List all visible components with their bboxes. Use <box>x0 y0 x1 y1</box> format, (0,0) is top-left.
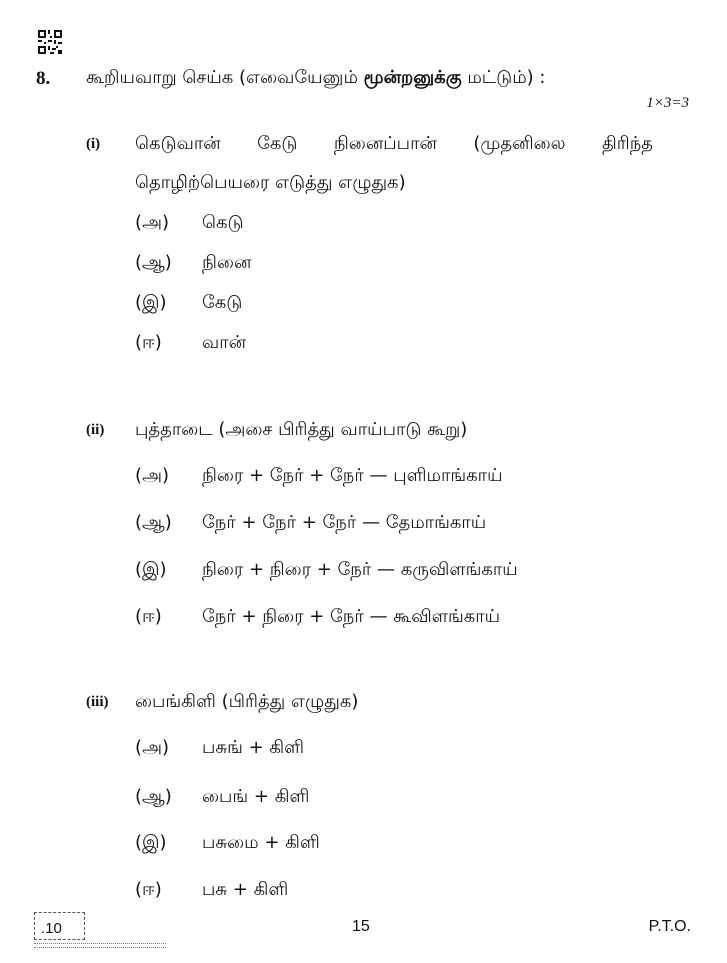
option-text: வான் <box>202 332 247 353</box>
option-label: (ஈ) <box>135 332 162 353</box>
subquestion-stem: கெடுவான் கேடு நினைப்பான் (முதனிலை திரிந்த <box>135 133 653 154</box>
option-label: (ஆ) <box>135 252 172 273</box>
instruction-text-end: மட்டும்) : <box>461 67 546 88</box>
option-text: நிரை + நிரை + நேர் — கருவிளங்காய் <box>202 559 518 580</box>
option-text: பசுங் + கிளி <box>202 737 305 758</box>
option-text: பசுமை + கிளி <box>202 832 320 853</box>
subquestion-stem: பைங்கிளி (பிரித்து எழுதுக) <box>135 691 359 712</box>
paper-code: .10 <box>41 920 62 937</box>
subquestion-label: (iii) <box>86 694 109 710</box>
option-label: (இ) <box>135 292 167 313</box>
option-label: (அ) <box>135 737 170 758</box>
qr-code-icon <box>38 30 62 54</box>
subquestion-stem: புத்தாடை (அசை பிரித்து வாய்பாடு கூறு) <box>135 419 468 440</box>
option-label: (அ) <box>135 212 170 233</box>
option-text: கெடு <box>202 212 244 233</box>
option-text: நேர் + நிரை + நேர் — கூவிளங்காய் <box>202 606 501 627</box>
instruction-text: கூறியவாறு செய்க (எவையேனும் <box>86 67 364 88</box>
paper-code-box <box>34 912 85 940</box>
option-label: (ஈ) <box>135 606 162 627</box>
option-label: (அ) <box>135 465 170 486</box>
option-label: (ஆ) <box>135 512 172 533</box>
question-number: 8. <box>36 68 51 89</box>
option-text: நிரை + நேர் + நேர் — புளிமாங்காய் <box>202 465 503 486</box>
option-label: (ஈ) <box>135 879 162 900</box>
subquestion-stem-continued: தொழிற்பெயரை எடுத்து எழுதுக) <box>135 172 406 193</box>
subquestion-label: (ii) <box>86 422 105 438</box>
option-text: கேடு <box>202 292 243 313</box>
marks-allocation: 1×3=3 <box>646 95 689 111</box>
pto-label: P.T.O. <box>648 918 691 935</box>
option-text: பசு + கிளி <box>202 879 289 900</box>
option-text: பைங் + கிளி <box>202 786 310 807</box>
option-text: நினை <box>202 252 252 273</box>
option-label: (இ) <box>135 559 167 580</box>
question-instruction <box>86 67 546 90</box>
footer-divider <box>34 943 166 948</box>
option-text: நேர் + நேர் + நேர் — தேமாங்காய் <box>202 512 487 533</box>
instruction-emphasis: மூன்றனுக்கு <box>363 67 462 88</box>
option-label: (ஆ) <box>135 786 172 807</box>
subquestion-label: (i) <box>86 136 101 152</box>
page-number: 15 <box>352 918 370 935</box>
option-label: (இ) <box>135 832 167 853</box>
